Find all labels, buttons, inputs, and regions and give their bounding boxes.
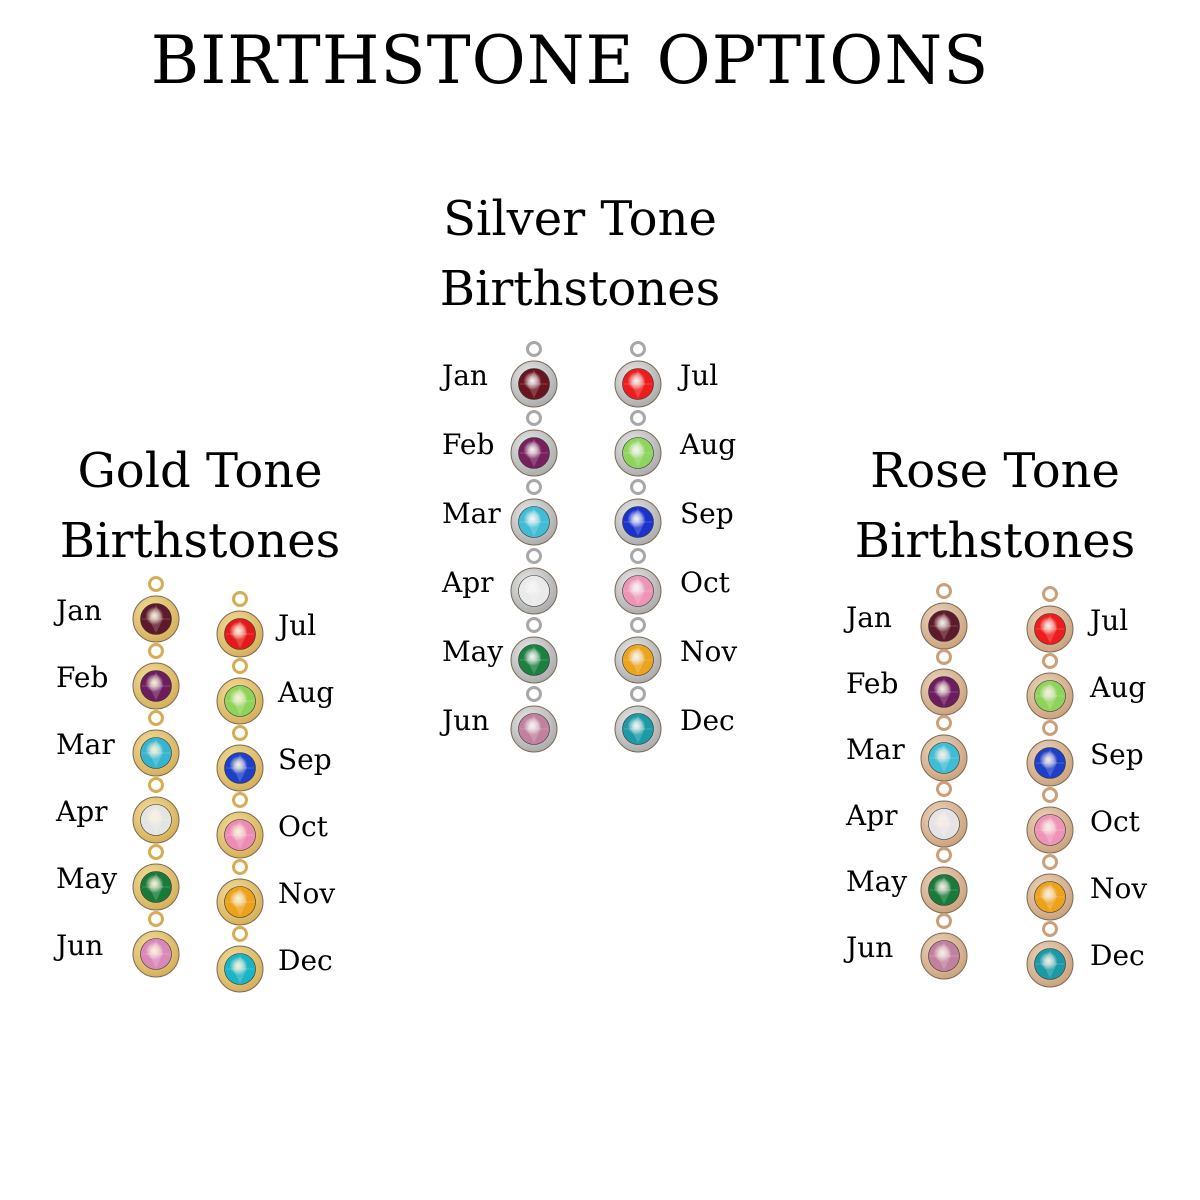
birthstone-charm-sep (612, 478, 664, 550)
birthstone-charm-apr (508, 547, 560, 619)
birthstone-charm-jun (918, 912, 970, 984)
month-label: Jul (1090, 604, 1129, 637)
birthstone-charm-sep (1024, 719, 1076, 791)
month-label: Jun (846, 931, 894, 964)
birthstone-charm-feb (508, 409, 560, 481)
birthstone-charm-jan (130, 575, 182, 647)
birthstone-charm-jun (130, 910, 182, 982)
page-title: BIRTHSTONE OPTIONS (150, 22, 990, 99)
month-label: Nov (680, 635, 738, 668)
birthstone-charm-oct (214, 791, 266, 863)
month-label: Sep (680, 497, 734, 530)
birthstone-charm-may (130, 843, 182, 915)
month-label: Dec (680, 704, 735, 737)
month-label: Jun (442, 704, 490, 737)
birthstone-charm-mar (918, 714, 970, 786)
group-title (815, 436, 1175, 576)
month-label: Feb (56, 661, 109, 694)
group-title-line2: Birthstones (439, 261, 721, 317)
group-title-line2: Birthstones (59, 513, 341, 569)
birthstone-charm-jul (612, 340, 664, 412)
month-label: Jun (56, 929, 104, 962)
birthstone-charm-aug (1024, 652, 1076, 724)
month-label: May (56, 862, 118, 895)
month-label: Feb (442, 428, 495, 461)
month-label: Dec (1090, 939, 1145, 972)
birthstone-charm-apr (918, 780, 970, 852)
month-label: Mar (442, 497, 501, 530)
birthstone-charm-nov (612, 616, 664, 688)
birthstone-charm-sep (214, 724, 266, 796)
month-label: Sep (1090, 738, 1144, 771)
group-title-line1: Gold Tone (77, 443, 323, 499)
birthstone-charm-nov (1024, 853, 1076, 925)
birthstone-charm-mar (508, 478, 560, 550)
month-label: Jan (56, 594, 102, 627)
month-label: Mar (56, 728, 115, 761)
group-title-line2: Birthstones (854, 513, 1136, 569)
month-label: Apr (846, 799, 898, 832)
month-label: Apr (442, 566, 494, 599)
month-label: May (846, 865, 908, 898)
birthstone-charm-dec (214, 925, 266, 997)
month-label: Aug (278, 676, 335, 709)
month-label: Jul (278, 609, 317, 642)
birthstone-charm-jan (918, 582, 970, 654)
month-label: Oct (278, 810, 328, 843)
group-title-line1: Rose Tone (870, 443, 1120, 499)
group-title-line1: Silver Tone (443, 191, 717, 247)
month-label: May (442, 635, 504, 668)
birthstone-charm-dec (612, 685, 664, 757)
birthstone-charm-feb (130, 642, 182, 714)
birthstone-charm-may (918, 846, 970, 918)
birthstone-charm-nov (214, 858, 266, 930)
month-label: Oct (1090, 805, 1140, 838)
birthstone-charm-aug (214, 657, 266, 729)
group-title (400, 184, 760, 324)
birthstone-charm-oct (1024, 786, 1076, 858)
month-label: Jan (442, 359, 488, 392)
birthstone-charm-jun (508, 685, 560, 757)
month-label: Aug (680, 428, 737, 461)
birthstone-charm-feb (918, 648, 970, 720)
month-label: Feb (846, 667, 899, 700)
birthstone-charm-mar (130, 709, 182, 781)
month-label: Jan (846, 601, 892, 634)
birthstone-charm-may (508, 616, 560, 688)
birthstone-charm-aug (612, 409, 664, 481)
month-label: Oct (680, 566, 730, 599)
month-label: Nov (278, 877, 336, 910)
birthstone-charm-jan (508, 340, 560, 412)
month-label: Aug (1090, 671, 1147, 704)
birthstone-charm-apr (130, 776, 182, 848)
birthstone-charm-jul (214, 590, 266, 662)
month-label: Jul (680, 359, 719, 392)
month-label: Dec (278, 944, 333, 977)
birthstone-charm-oct (612, 547, 664, 619)
month-label: Nov (1090, 872, 1148, 905)
month-label: Apr (56, 795, 108, 828)
birthstone-charm-jul (1024, 585, 1076, 657)
birthstone-charm-dec (1024, 920, 1076, 992)
month-label: Mar (846, 733, 905, 766)
month-label: Sep (278, 743, 332, 776)
group-title (20, 436, 380, 576)
